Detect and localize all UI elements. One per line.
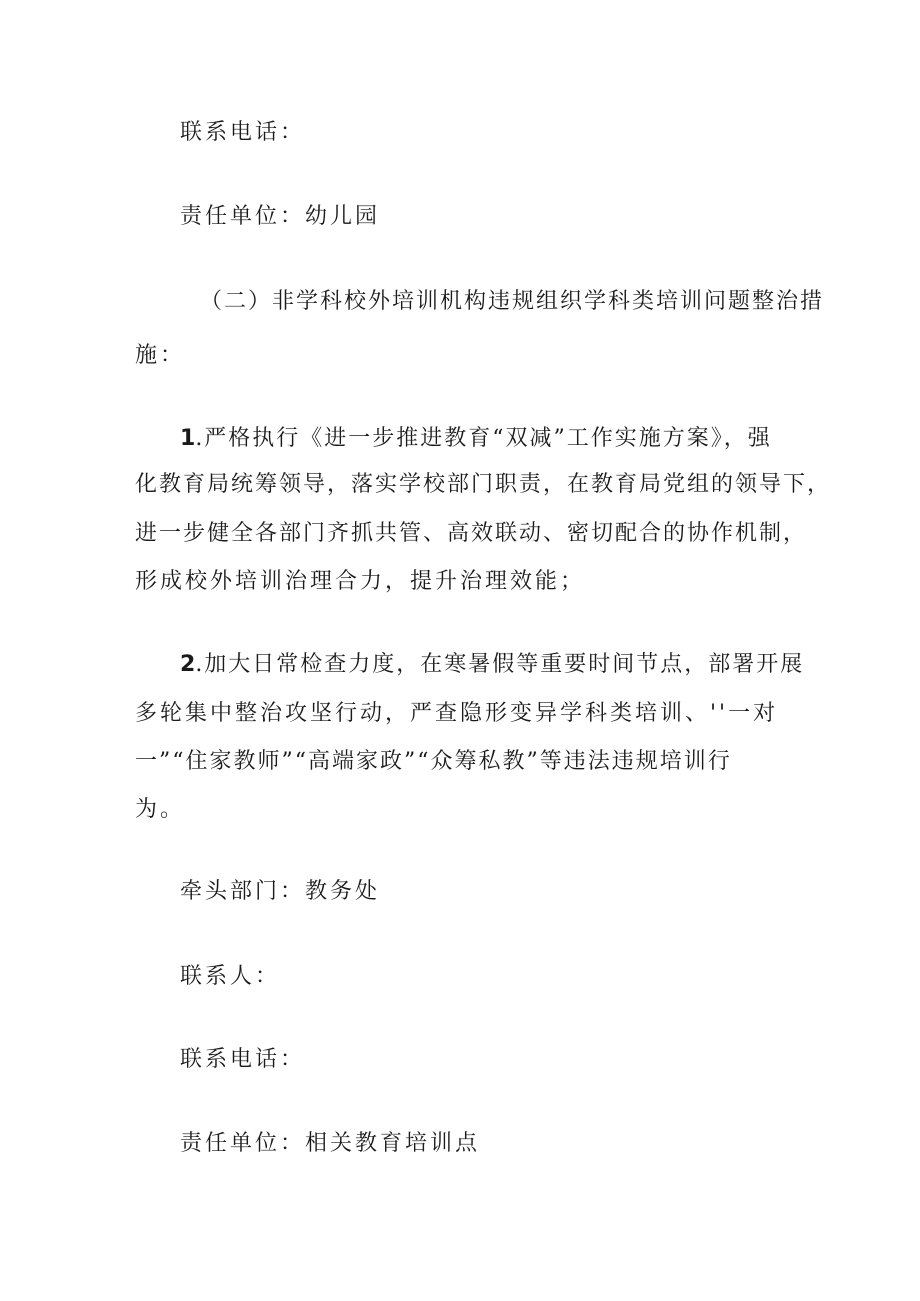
section-heading-line2: 施： [135, 343, 186, 368]
contact-phone-label-top: 联系电话： [180, 120, 306, 145]
item2-number: 2 [180, 652, 196, 677]
item1-line1 [180, 424, 845, 454]
item1-number: 1 [180, 426, 196, 451]
section-heading-line1: （二）非学科校外培训机构违规组织学科类培训问题整治措 [200, 289, 825, 314]
item2-line4: 为。 [135, 797, 186, 822]
item2-line2: 多轮集中整治攻坚行动，严查隐形变异学科类培训、''一对 [135, 701, 779, 726]
contact-phone-label: 联系电话： [180, 1047, 306, 1072]
item1-line1-text: .严格执行《进一步推进教育“双减”工作实施方案》，强 [195, 426, 772, 451]
item1-line4: 形成校外培训治理合力，提升治理效能； [135, 569, 586, 594]
item2-line3: 一”“住家教师”“高端家政”“众筹私教”等违法违规培训行 [135, 749, 732, 774]
item2-line1-text: .加大日常检查力度，在寒暑假等重要时间节点，部署开展 [195, 652, 805, 677]
item1-line2: 化教育局统筹领导，落实学校部门职责，在教育局党组的领导下， [135, 472, 832, 497]
item1-line3: 进一步健全各部门齐抓共管、高效联动、密切配合的协作机制， [135, 521, 808, 546]
lead-department: 牵头部门：教务处 [180, 879, 381, 904]
responsible-unit: 责任单位：相关教育培训点 [180, 1131, 481, 1156]
responsible-unit-top: 责任单位：幼儿园 [180, 204, 381, 229]
contact-person: 联系人： [180, 964, 281, 989]
item2-line1 [180, 650, 845, 680]
